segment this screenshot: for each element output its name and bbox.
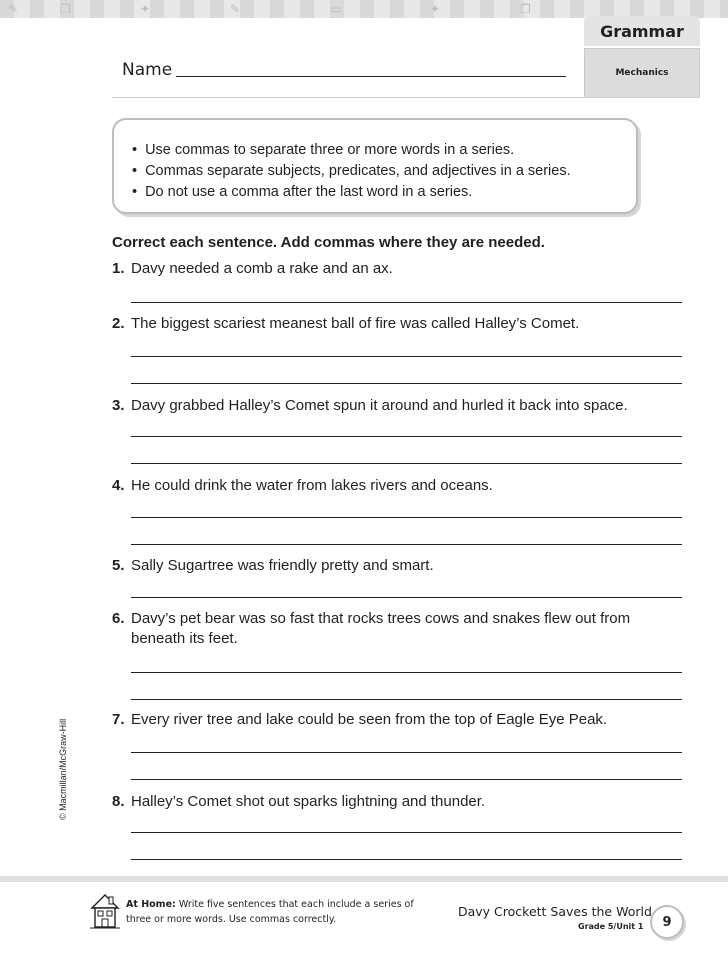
- exercise-item-7: [112, 710, 607, 730]
- exercise-item-8: [112, 792, 485, 812]
- copyright-notice: © Macmillan/McGraw-Hill: [58, 718, 68, 820]
- rules-box: [112, 118, 638, 214]
- ruler-doodle-icon: ▭: [330, 2, 342, 16]
- item-text: The biggest scariest meanest ball of fire was called Halley’s Comet.: [131, 315, 580, 332]
- answer-line[interactable]: [131, 383, 682, 384]
- exercise-item-6: [112, 609, 630, 649]
- rule-item: • Commas separate subjects, predicates, and adjectives in a series.: [132, 161, 571, 182]
- exercise-item-3: [112, 396, 628, 416]
- answer-line[interactable]: [131, 597, 682, 598]
- answer-line[interactable]: [131, 672, 682, 673]
- at-home-label: At Home:: [126, 899, 176, 910]
- book-doodle-icon: ❒: [60, 2, 71, 16]
- answer-line[interactable]: [131, 779, 682, 780]
- house-icon: [90, 892, 120, 930]
- name-field-line[interactable]: [176, 76, 566, 77]
- item-number: 1.: [112, 260, 125, 277]
- answer-line[interactable]: [131, 832, 682, 833]
- footer-divider: [0, 876, 728, 882]
- answer-line[interactable]: [131, 752, 682, 753]
- exercise-item-1: [112, 259, 393, 279]
- item-number: 8.: [112, 793, 125, 810]
- exercise-item-2: [112, 314, 579, 334]
- item-text: He could drink the water from lakes rivers and oceans.: [131, 477, 493, 494]
- exercise-item-5: [112, 556, 434, 576]
- item-text: Davy grabbed Halley’s Comet spun it around and hurled it back into space.: [131, 397, 628, 414]
- answer-line[interactable]: [131, 517, 682, 518]
- section-tab: Grammar: [584, 16, 700, 46]
- item-number: 3.: [112, 397, 125, 414]
- book-doodle-icon: ❒: [520, 2, 531, 16]
- subsection-label: Mechanics: [584, 48, 700, 98]
- answer-line[interactable]: [131, 356, 682, 357]
- rule-item: • Use commas to separate three or more words in a series.: [132, 140, 571, 161]
- item-number: 6.: [112, 610, 125, 627]
- answer-line[interactable]: [131, 699, 682, 700]
- item-text: Davy’s pet bear was so fast that rocks trees cows and snakes flew out from: [131, 610, 631, 627]
- pencil-doodle-icon: ✎: [230, 2, 241, 16]
- item-number: 4.: [112, 477, 125, 494]
- at-home-text-line-2: three or more words. Use commas correctly.: [126, 914, 337, 925]
- name-label: Name: [122, 60, 173, 80]
- at-home-text: Write five sentences that each include a series of: [175, 899, 414, 910]
- item-number: 2.: [112, 315, 125, 332]
- answer-line[interactable]: [131, 463, 682, 464]
- rules-list: [132, 140, 571, 203]
- item-text: Sally Sugartree was friendly pretty and smart.: [131, 557, 434, 574]
- answer-line[interactable]: [131, 544, 682, 545]
- at-home-note: [126, 897, 426, 927]
- pencil-doodle-icon: ✎: [8, 2, 19, 16]
- grade-unit: Grade 5/Unit 1: [578, 922, 644, 931]
- page-number: 9: [650, 905, 684, 939]
- item-number: 7.: [112, 711, 125, 728]
- item-number: 5.: [112, 557, 125, 574]
- story-title: Davy Crockett Saves the World: [458, 904, 652, 919]
- star-doodle-icon: ✦: [430, 2, 441, 16]
- rule-item: • Do not use a comma after the last word in a series.: [132, 182, 571, 203]
- item-text: Every river tree and lake could be seen from the top of Eagle Eye Peak.: [131, 711, 608, 728]
- answer-line[interactable]: [131, 302, 682, 303]
- exercise-item-4: [112, 476, 493, 496]
- instruction: Correct each sentence. Add commas where they are needed.: [112, 234, 545, 251]
- item-text: Halley’s Comet shot out sparks lightning and thunder.: [131, 793, 486, 810]
- item-text-continuation: beneath its feet.: [131, 630, 238, 647]
- star-doodle-icon: ✦: [140, 2, 151, 16]
- answer-line[interactable]: [131, 859, 682, 860]
- answer-line[interactable]: [131, 436, 682, 437]
- item-text: Davy needed a comb a rake and an ax.: [131, 260, 393, 277]
- header-divider: [112, 97, 700, 98]
